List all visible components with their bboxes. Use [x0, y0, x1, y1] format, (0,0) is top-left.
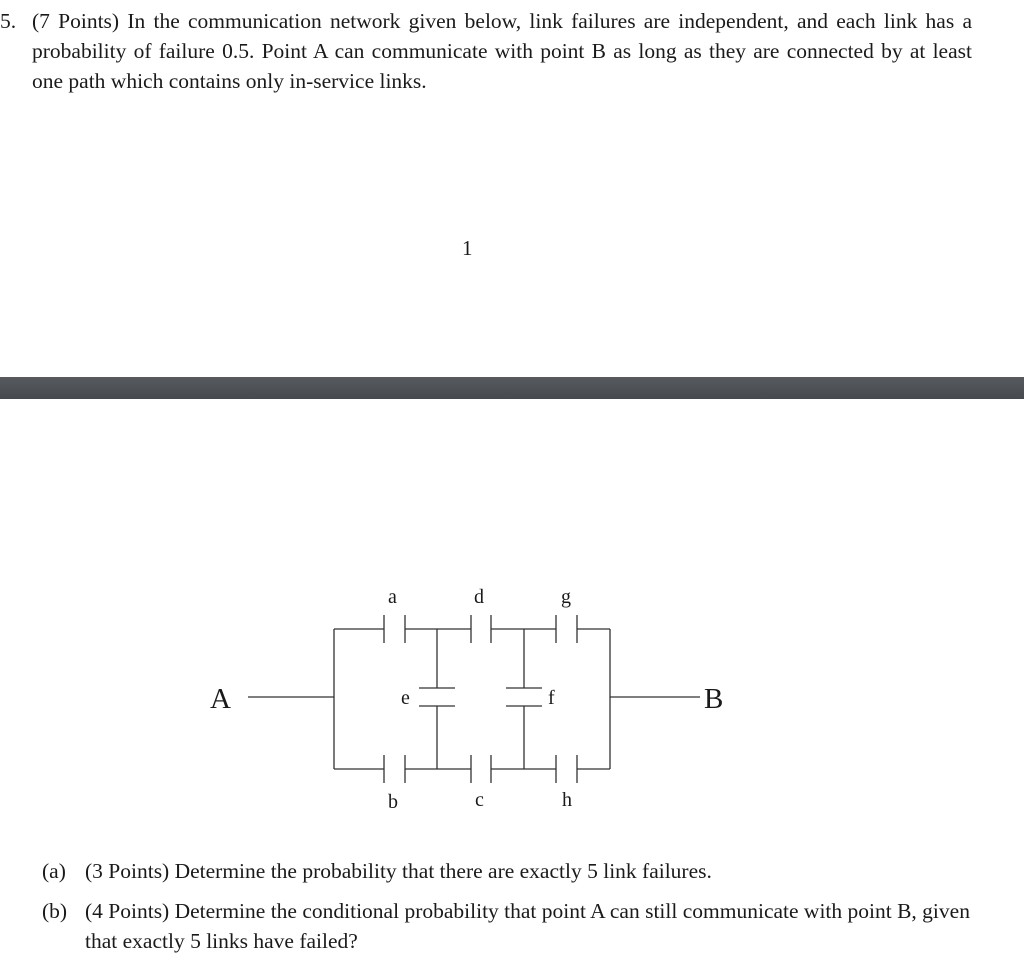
link-b-symbol: [384, 755, 405, 783]
link-f-symbol: [506, 629, 542, 769]
problem-text: (7 Points) In the communication network given below, link failures are independent, and each link has a probability of failure 0.5. Point A can communicate with point B as long as they are connected by at least one path which contains only in-service links.: [32, 9, 972, 93]
page-break-bar: [0, 377, 1024, 399]
question-label: (a): [42, 859, 66, 883]
link-a-label: a: [388, 586, 397, 608]
link-e-symbol: [419, 629, 455, 769]
link-a-symbol: [384, 615, 405, 643]
link-d-label: d: [474, 586, 484, 608]
link-g-label: g: [561, 586, 571, 608]
node-b-label: B: [704, 683, 724, 715]
question-text: (3 Points) Determine the probability that there are exactly 5 link failures.: [85, 859, 712, 883]
question-label: (b): [42, 899, 68, 923]
network-diagram: [200, 570, 740, 820]
link-d-symbol: [471, 615, 491, 643]
link-b-label: b: [388, 791, 398, 813]
page-number: 1: [462, 236, 473, 260]
link-c-label: c: [475, 789, 484, 811]
link-g-symbol: [556, 615, 577, 643]
link-c-symbol: [471, 755, 491, 783]
link-f-label: f: [548, 687, 555, 709]
problem-number: 5.: [0, 9, 17, 33]
link-e-label: e: [401, 687, 410, 709]
node-a-label: A: [210, 683, 231, 715]
link-h-symbol: [556, 755, 577, 783]
link-h-label: h: [562, 789, 572, 811]
question-text: (4 Points) Determine the conditional probability that point A can still communicate with point B, given that exactly 5 links have failed?: [85, 899, 970, 953]
